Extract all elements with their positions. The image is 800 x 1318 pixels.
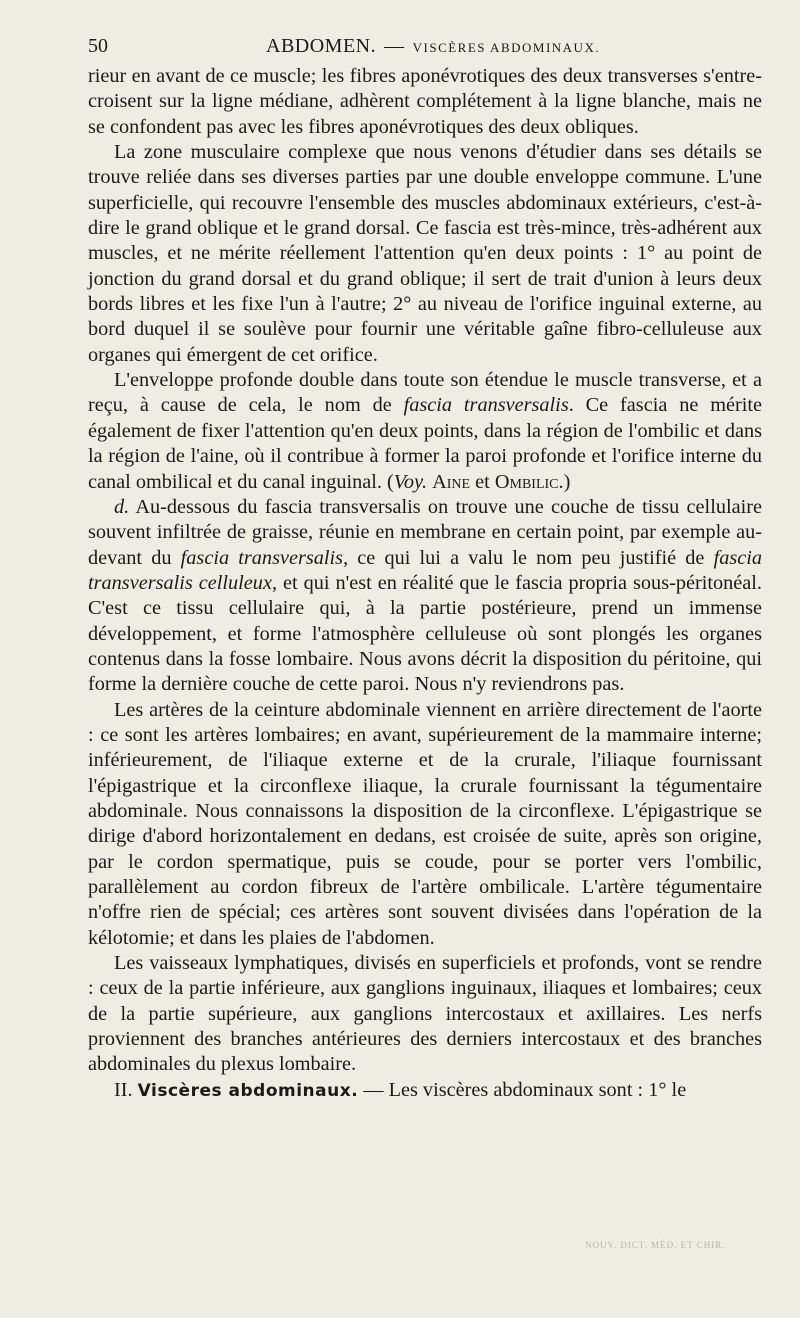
header-separator: — [384,35,405,57]
text-span: L'enveloppe profonde double dans toute son étendue le muscle transverse, et a reçu, à cause de cela, le nom de [88,369,762,417]
running-title [266,28,600,66]
paragraph-enveloppe-profonde [88,368,762,495]
header-title: ABDOMEN. [266,35,377,57]
body-text [88,64,762,1104]
text-span: et [470,470,495,493]
paragraph-continued: rieur en avant de ce muscle; les fibres aponévrotiques des deux transverses s'entre-croisent sur la ligne médiane, adhèrent complétement à la ligne blanche, mais ne se confondent pas avec les fibres aponévrotiques des deux obliques. [88,65,762,138]
section-title: Viscères abdominaux. [137,1080,359,1101]
paragraph-double-enveloppe: La zone musculaire complexe que nous venons d'étudier dans ses détails se trouve reliée dans ses diverses parties par une double enveloppe commune. L'une superficielle, qui recouvre l'ensemble des muscles abdominaux extérieurs, c'est-à-dire le grand oblique et le grand dorsal. Ce fascia est très-mince, très-adhérent aux muscles, et ne mérite réellement l'attention qu'en deux points : 1° au point de jonction du grand dorsal et du grand oblique; il sert de trait d'union à leurs deux bords libres et les fixe l'un à l'autre; 2° au niveau de l'orifice inguinal externe, au bord duquel il se soulève pour fournir une véritable gaîne fibro-celluleuse aux organes qui émergent de cet orifice. [88,141,762,366]
text-span: .) [558,470,571,493]
cross-reference-aine: Aine [432,470,471,493]
page-number: 50 [88,35,108,57]
section-numeral: II. [114,1078,133,1101]
text-span: Au-dessous du fascia transversalis on trouve une couche de tissu cellulaire souvent infiltrée de graisse, réunie en membrane en certain point, par exemple au-devant du [88,495,762,569]
text-span: , ce qui lui a valu le nom peu justifié de [343,546,714,569]
running-header [88,28,762,64]
cross-reference-ombilic: Ombilic [494,470,559,493]
paragraph-arteres: Les artères de la ceinture abdominale viennent en arrière directement de l'aorte : ce sont les artères lombaires; en avant, supérieurement de la mammaire interne; inférieurement, de l'iliaque externe et de la crurale, l'iliaque fournissant l'épigastrique et la circonflexe iliaque, la crurale fournissant la tégumentaire abdominale. Nous connaissons la disposition de la circonflexe. L'épigastrique se dirige d'abord horizontalement en dedans, est croisée de suite, après son origine, par le cordon spermatique, puis se coude, pour se porter vers l'ombilic, parallèlement au cordon fibreux de l'artère ombilicale. L'artère tégumentaire n'offre rien de spécial; ces artères sont souvent divisées dans l'opération de la kélotomie; et dans les plaies de l'abdomen. [88,698,762,949]
footer-stamp: NOUV. DICT. MÉD. ET CHIR. [585,1240,726,1250]
paragraph-lymphatiques: Les vaisseaux lymphatiques, divisés en superficiels et profonds, vont se rendre : ceux de la partie inférieure, aux ganglions inguinaux, iliaques et lombaires; ceux de la partie supérieure, aux ganglions intercostaux et axillaires. Les nerfs proviennent des branches antérieures des derniers intercostaux et des branches abdominales du plexus lombaire. [88,952,762,1076]
item-letter: d. [114,495,130,518]
section-dash: — [358,1078,389,1101]
italic-term: fascia transversalis [180,546,344,569]
text-span: , et qui n'est en réalité que le fascia propria sous-péritonéal. C'est ce tissu cellulaire qui, à la partie postérieure, prend un immense développement, et forme l'atmosphère celluleuse où sont plongés les organes contenus dans la fosse lombaire. Nous avons décrit la disposition du péritoine, qui forme la dernière couche de cette paroi. Nous n'y reviendrons pas. [88,571,762,696]
italic-voy: Voy. [393,470,428,493]
section-heading-paragraph [88,1078,762,1104]
header-subtitle: VISCÈRES ABDOMINAUX. [412,40,601,55]
text-span: . Ce fascia ne mérite également de fixer l'attention qu'en deux points, dans la région de l'ombilic et dans la région de l'aine, où il contribue à former la paroi profonde et l'orifice interne du canal ombilical et du canal inguinal. ( [88,394,762,493]
italic-term: fascia transversalis [403,394,569,417]
paragraph-tissu-cellulaire [88,495,762,698]
italic-term: fascia transversalis celluleux [88,546,763,594]
section-text: Les viscères abdominaux sont : 1° le [388,1078,687,1101]
